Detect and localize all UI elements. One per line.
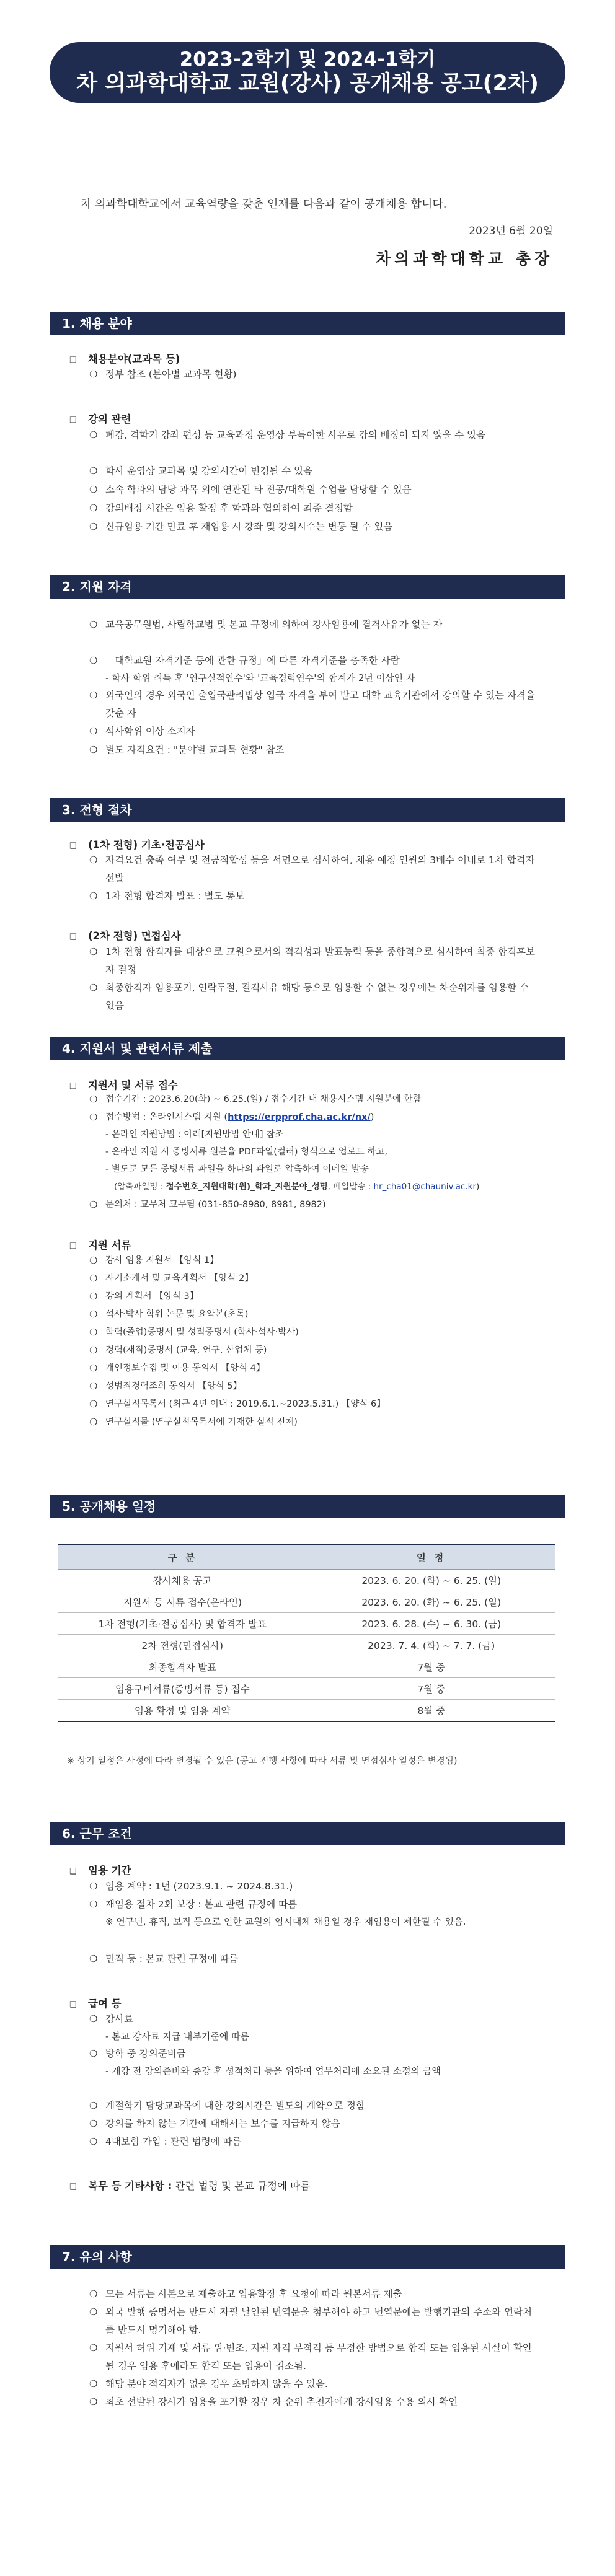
sub-item: - 개강 전 강의준비와 종강 후 성적처리 등을 위하여 업무처리에 소요된 소정의 금액 bbox=[105, 2065, 441, 2077]
group-heading-text: 임용 기간 bbox=[88, 1865, 131, 1876]
circle-bullet-icon: ❍ bbox=[89, 619, 98, 630]
group-heading bbox=[69, 928, 181, 943]
group-heading-text: 지원 서류 bbox=[88, 1239, 131, 1251]
circle-bullet-icon: ❍ bbox=[89, 1255, 98, 1266]
list-item: ❍ 자격요건 충족 여부 및 전공적합성 등을 서면으로 심사하여, 채용 예정 인원의 3배수 이내로 1차 합격자 선발 bbox=[89, 851, 536, 887]
circle-bullet-icon: ❍ bbox=[89, 1363, 98, 1374]
list-item: ❍ 성범죄경력조회 동의서 【양식 5】 bbox=[89, 1378, 536, 1396]
table-row: 2차 전형(면접심사) 2023. 7. 4. (화) ~ 7. 7. (금) bbox=[58, 1635, 555, 1656]
circle-bullet-icon: ❍ bbox=[89, 1273, 98, 1284]
list-item: ❍ 석사학위 이상 소지자 bbox=[89, 723, 536, 741]
list-item: ❍ 강사료 bbox=[89, 2010, 536, 2028]
group-heading-text: 급여 등 bbox=[88, 1998, 122, 2010]
group-heading-text: 지원서 및 서류 접수 bbox=[88, 1079, 178, 1091]
application-system-link[interactable]: https://erpprof.cha.ac.kr/nx/ bbox=[228, 1112, 371, 1122]
circle-bullet-icon: ❍ bbox=[89, 2306, 98, 2318]
list-item: ❍ 접수방법 : 온라인시스템 지원 (https://erpprof.cha.ac.kr/nx/) bbox=[89, 1109, 536, 1127]
circle-bullet-icon: ❍ bbox=[89, 2288, 98, 2300]
schedule-note: ※ 상기 일정은 사정에 따라 변경될 수 있음 (공고 진행 사항에 따라 서류 및 면접심사 일정은 변경됨) bbox=[67, 1756, 458, 1766]
list-item: ❍ 최종합격자 임용포기, 연락두절, 결격사유 해당 등으로 임용할 수 없는 경우에는 차순위자를 임용할 수 있음 bbox=[89, 979, 536, 1015]
sub-item: - 온라인 지원방법 : 아래[지원방법 안내] 참조 bbox=[105, 1130, 284, 1140]
list-item: ❍ 1차 전형 합격자 발표 : 별도 통보 bbox=[89, 887, 536, 905]
circle-bullet-icon: ❍ bbox=[89, 369, 98, 380]
list-item: ❍ 방학 중 강의준비금 bbox=[89, 2045, 536, 2063]
circle-bullet-icon: ❍ bbox=[89, 2342, 98, 2354]
notice-date: 2023년 6월 20일 bbox=[469, 225, 553, 237]
section-header-6: 6. 근무 조건 bbox=[50, 1822, 565, 1845]
circle-bullet-icon: ❍ bbox=[89, 744, 98, 755]
circle-bullet-icon: ❍ bbox=[89, 1309, 98, 1320]
circle-bullet-icon: ❍ bbox=[89, 465, 98, 477]
circle-bullet-icon: ❍ bbox=[89, 1381, 98, 1392]
list-item: ❍ 접수기간 : 2023.6.20(화) ~ 6.25.(일) / 접수기간 내 채용시스템 지원분에 한함 bbox=[89, 1091, 536, 1109]
group-heading bbox=[69, 1995, 122, 2010]
table-header-row bbox=[58, 1545, 555, 1570]
table-row: 지원서 등 서류 접수(온라인) 2023. 6. 20. (화) ~ 6. 25. (일) bbox=[58, 1591, 555, 1613]
circle-bullet-icon: ❍ bbox=[89, 1327, 98, 1338]
list-item: ❍ 4대보험 가입 : 관련 법령에 따름 bbox=[89, 2133, 536, 2151]
section-header-4: 4. 지원서 및 관련서류 제출 bbox=[50, 1037, 565, 1060]
table-row: 임용 확정 및 임용 계약 8월 중 bbox=[58, 1700, 555, 1722]
list-item: ❍ 강사 임용 지원서 【양식 1】 bbox=[89, 1252, 536, 1270]
list-item: ❍ 문의처 : 교무처 교무팀 (031-850-8980, 8981, 8982) bbox=[89, 1196, 536, 1214]
square-bullet-icon: ❑ bbox=[69, 356, 77, 365]
list-item: ❍ 최초 선발된 강사가 임용을 포기할 경우 차 순위 추천자에게 강사임용 수용 의사 확인 bbox=[89, 2393, 536, 2411]
group-heading-text: 채용분야(교과목 등) bbox=[88, 353, 180, 365]
group-heading bbox=[69, 1862, 131, 1877]
circle-bullet-icon: ❍ bbox=[89, 1112, 98, 1123]
circle-bullet-icon: ❍ bbox=[89, 655, 98, 666]
list-item: ❍ 학력(졸업)증명서 및 성적증명서 (학사·석사·박사) bbox=[89, 1324, 536, 1342]
circle-bullet-icon: ❍ bbox=[89, 1345, 98, 1356]
list-item: ❍ 「대학교원 자격기준 등에 관한 규정」에 따른 자격기준을 충족한 사람 bbox=[89, 652, 536, 670]
list-item: ❍ 연구실적물 (연구실적목록서에 기재한 실적 전체) bbox=[89, 1413, 536, 1431]
circle-bullet-icon: ❍ bbox=[89, 2100, 98, 2111]
square-bullet-icon: ❑ bbox=[69, 2000, 77, 2010]
list-item: ❍ 강의를 하지 않는 기간에 대해서는 보수를 지급하지 않음 bbox=[89, 2115, 536, 2133]
square-bullet-icon: ❑ bbox=[69, 416, 77, 425]
list-item: ❍ 연구실적목록서 (최근 4년 이내 : 2019.6.1.~2023.5.31.) 【양식 6】 bbox=[89, 1396, 536, 1413]
section-header-2: 2. 지원 자격 bbox=[50, 575, 565, 599]
list-item: ❍ 강의배정 시간은 임용 확정 후 학과와 협의하여 최종 결정함 bbox=[89, 499, 536, 517]
zip-filename-note: (압축파일명 : 접수번호_지원대학(원)_학과_지원분야_성명, 메일발송 : hr_cha01@chauniv.ac.kr) bbox=[114, 1182, 480, 1192]
list-item: ❍ 면직 등 : 본교 관련 규정에 따름 bbox=[89, 1950, 536, 1968]
table-row: 1차 전형(기초·전공심사) 및 합격자 발표 2023. 6. 28. (수) ~ 6. 30. (금) bbox=[58, 1613, 555, 1635]
group-heading-text: 강의 관련 bbox=[88, 413, 131, 425]
list-item: ❍ 임용 계약 : 1년 (2023.9.1. ~ 2024.8.31.) bbox=[89, 1878, 536, 1896]
circle-bullet-icon: ❍ bbox=[89, 429, 98, 441]
section-header-1: 1. 채용 분야 bbox=[50, 312, 565, 335]
column-header: 구 분 bbox=[58, 1545, 307, 1570]
column-header: 일 정 bbox=[307, 1545, 555, 1570]
list-item: ❍ 재임용 절차 2회 보장 : 본교 관련 규정에 따름 bbox=[89, 1896, 536, 1914]
list-item: ❍ 외국인의 경우 외국인 출입국관리법상 입국 자격을 부여 받고 대학 교육기관에서 강의할 수 있는 자격을 갖춘 자 bbox=[89, 687, 536, 723]
square-bullet-icon: ❑ bbox=[69, 933, 77, 942]
table-row: 임용구비서류(증빙서류 등) 접수 7월 중 bbox=[58, 1678, 555, 1700]
sub-item: - 별도로 모든 증빙서류 파일을 하나의 파일로 압축하여 이메일 발송 bbox=[105, 1164, 369, 1174]
list-item: ❍ 계절학기 담당교과목에 대한 강의시간은 별도의 계약으로 정함 bbox=[89, 2097, 536, 2115]
sub-note: ※ 연구년, 휴직, 보직 등으로 인한 교원의 임시대체 채용일 경우 재임용이 제한될 수 있음. bbox=[105, 1916, 466, 1927]
circle-bullet-icon: ❍ bbox=[89, 855, 98, 866]
group-heading bbox=[69, 1077, 178, 1092]
table-row: 강사채용 공고 2023. 6. 20. (화) ~ 6. 25. (일) bbox=[58, 1570, 555, 1591]
title-line2: 차 의과학대학교 교원(강사) 공개채용 공고(2차) bbox=[76, 71, 539, 96]
circle-bullet-icon: ❍ bbox=[89, 2136, 98, 2147]
circle-bullet-icon: ❍ bbox=[89, 1899, 98, 1910]
list-item: ❍ 학사 운영상 교과목 및 강의시간이 변경될 수 있음 bbox=[89, 462, 536, 480]
group-heading-text: (1차 전형) 기초·전공심사 bbox=[88, 839, 205, 851]
circle-bullet-icon: ❍ bbox=[89, 1291, 98, 1302]
list-item: ❍ 1차 전형 합격자를 대상으로 교원으로서의 적격성과 발표능력 등을 종합적으로 심사하여 최종 합격후보자 결정 bbox=[89, 943, 536, 979]
list-item: ❍ 소속 학과의 담당 과목 외에 연관된 타 전공/대학원 수업을 담당할 수 있음 bbox=[89, 481, 536, 499]
circle-bullet-icon: ❍ bbox=[89, 726, 98, 737]
group-heading-text: (2차 전형) 면접심사 bbox=[88, 930, 181, 942]
signature: 차의과학대학교 총장 bbox=[375, 250, 553, 268]
sub-item: - 온라인 지원 시 증빙서류 원본을 PDF파일(컬러) 형식으로 업로드 하고, bbox=[105, 1147, 388, 1157]
circle-bullet-icon: ❍ bbox=[89, 2013, 98, 2024]
title-banner bbox=[50, 42, 565, 103]
list-item: ❍ 정부 참조 (분야별 교과목 현황) bbox=[89, 366, 536, 384]
group-heading bbox=[69, 2178, 310, 2192]
circle-bullet-icon: ❍ bbox=[89, 890, 98, 902]
circle-bullet-icon: ❍ bbox=[89, 503, 98, 514]
list-item: ❍ 석사·박사 학위 논문 및 요약본(초록) bbox=[89, 1306, 536, 1324]
square-bullet-icon: ❑ bbox=[69, 1867, 77, 1876]
circle-bullet-icon: ❍ bbox=[89, 2118, 98, 2129]
circle-bullet-icon: ❍ bbox=[89, 1881, 98, 1892]
list-item: ❍ 자기소개서 및 교육계획서 【양식 2】 bbox=[89, 1270, 536, 1288]
sub-item: - 본교 강사료 지급 내부기준에 따름 bbox=[105, 2031, 250, 2042]
circle-bullet-icon: ❍ bbox=[89, 1094, 98, 1105]
list-item: ❍ 지원서 허위 기재 및 서류 위·변조, 지원 자격 부적격 등 부정한 방법으로 합격 또는 임용된 사실이 확인될 경우 임용 후에라도 합격 또는 임용이 취소됨. bbox=[89, 2339, 536, 2375]
circle-bullet-icon: ❍ bbox=[89, 1399, 98, 1410]
circle-bullet-icon: ❍ bbox=[89, 1953, 98, 1964]
section-header-3: 3. 전형 절차 bbox=[50, 798, 565, 822]
list-item: ❍ 교육공무원법, 사립학교법 및 본교 규정에 의하여 강사임용에 결격사유가 없는 자 bbox=[89, 616, 536, 634]
circle-bullet-icon: ❍ bbox=[89, 484, 98, 495]
group-heading bbox=[69, 411, 131, 426]
title-line1: 2023-2학기 및 2024-1학기 bbox=[179, 48, 436, 71]
group-heading-value: 관련 법령 및 본교 규정에 따름 bbox=[172, 2180, 311, 2192]
list-item: ❍ 강의 계획서 【양식 3】 bbox=[89, 1288, 536, 1306]
list-item: ❍ 폐강, 격학기 강좌 편성 등 교육과정 운영상 부득이한 사유로 강의 배정이 되지 않을 수 있음 bbox=[89, 426, 536, 444]
group-heading bbox=[69, 837, 205, 851]
list-item: ❍ 신규임용 기간 만료 후 재임용 시 강좌 및 강의시수는 변동 될 수 있음 bbox=[89, 518, 536, 536]
circle-bullet-icon: ❍ bbox=[89, 982, 98, 993]
intro-text: 차 의과학대학교에서 교육역량을 갖춘 인재를 다음과 같이 공개채용 합니다. bbox=[81, 198, 447, 211]
circle-bullet-icon: ❍ bbox=[89, 2048, 98, 2059]
square-bullet-icon: ❑ bbox=[69, 1082, 77, 1091]
circle-bullet-icon: ❍ bbox=[89, 1199, 98, 1210]
circle-bullet-icon: ❍ bbox=[89, 690, 98, 701]
list-item: ❍ 모든 서류는 사본으로 제출하고 임용확정 후 요청에 따라 원본서류 제출 bbox=[89, 2285, 536, 2303]
list-item: ❍ 경력(재직)증명서 (교육, 연구, 산업체 등) bbox=[89, 1342, 536, 1360]
table-row: 최종합격자 발표 7월 중 bbox=[58, 1656, 555, 1678]
square-bullet-icon: ❑ bbox=[69, 1242, 77, 1251]
list-item: ❍ 별도 자격요건 : "분야별 교과목 현황" 참조 bbox=[89, 741, 536, 759]
email-link[interactable]: hr_cha01@chauniv.ac.kr bbox=[373, 1182, 477, 1192]
circle-bullet-icon: ❍ bbox=[89, 2378, 98, 2389]
list-item: ❍ 개인정보수집 및 이용 동의서 【양식 4】 bbox=[89, 1360, 536, 1378]
schedule-table bbox=[58, 1544, 555, 1722]
group-heading bbox=[69, 351, 180, 366]
list-item: ❍ 외국 발행 증명서는 반드시 자필 날인된 번역문을 첨부해야 하고 번역문에는 발행기관의 주소와 연락처를 반드시 명기해야 함. bbox=[89, 2303, 536, 2339]
square-bullet-icon: ❑ bbox=[69, 2183, 77, 2192]
circle-bullet-icon: ❍ bbox=[89, 2396, 98, 2407]
group-heading-text: 복무 등 기타사항 : bbox=[88, 2180, 172, 2192]
list-item: ❍ 해당 분야 적격자가 없을 경우 초빙하지 않을 수 있음. bbox=[89, 2375, 536, 2393]
circle-bullet-icon: ❍ bbox=[89, 1417, 98, 1428]
circle-bullet-icon: ❍ bbox=[89, 946, 98, 957]
sub-item: - 학사 학위 취득 후 '연구실적연수'와 '교육경력연수'의 합계가 2년 이상인 자 bbox=[105, 672, 415, 684]
circle-bullet-icon: ❍ bbox=[89, 521, 98, 532]
square-bullet-icon: ❑ bbox=[69, 842, 77, 851]
group-heading bbox=[69, 1237, 131, 1252]
section-header-7: 7. 유의 사항 bbox=[50, 2245, 565, 2269]
section-header-5: 5. 공개채용 일정 bbox=[50, 1495, 565, 1518]
